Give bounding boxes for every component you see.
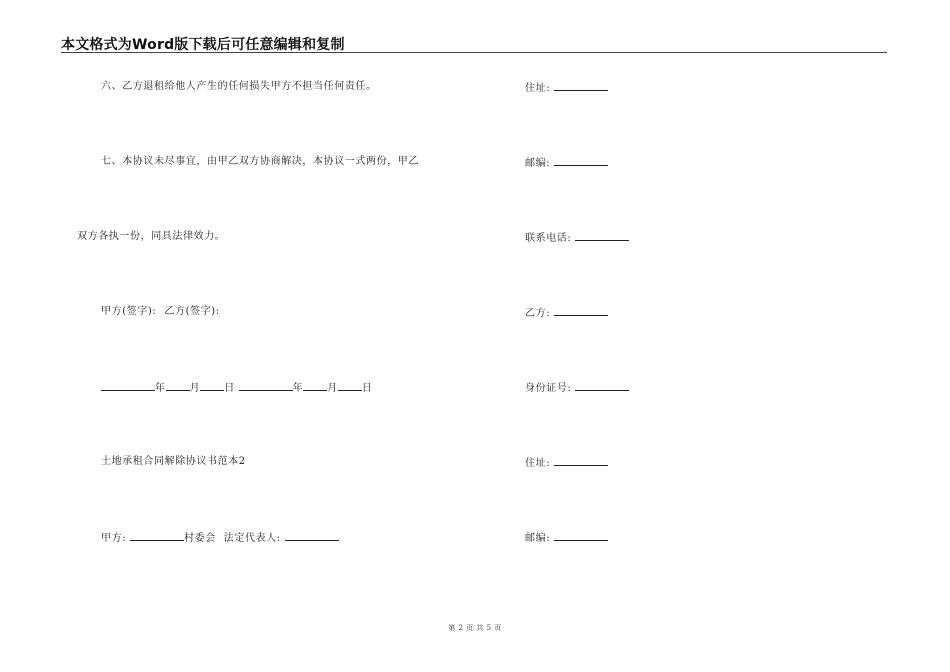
party-b-month-blank — [303, 380, 327, 391]
month-label: 月 — [189, 383, 201, 394]
clause-six: 六、乙方退租给他人产生的任何损失甲方不担当任何责任。 — [101, 81, 377, 92]
party-a-label: 甲方: — [101, 533, 127, 544]
year-label-2: 年 — [292, 383, 304, 394]
village-committee-label: 村委会 — [183, 533, 216, 544]
day-label-2: 日 — [361, 383, 373, 394]
signature-row — [101, 305, 220, 319]
address-row-2 — [525, 455, 608, 471]
village-name-blank — [130, 530, 184, 541]
postcode-blank — [554, 155, 608, 166]
day-label: 日 — [224, 383, 235, 394]
document-header-title: 本文格式为Word版下载后可任意编辑和复制 — [61, 37, 345, 53]
postcode-blank-2 — [554, 530, 608, 541]
month-label-2: 月 — [327, 383, 338, 394]
phone-row — [525, 230, 629, 246]
party-b-signature-label: 乙方(签字): — [164, 306, 220, 317]
address-label-2: 住址: — [525, 458, 551, 469]
id-number-label: 身份证号: — [525, 383, 572, 394]
page-number-footer: 第 2 页 共 5 页 — [448, 624, 502, 632]
phone-label: 联系电话: — [525, 233, 572, 244]
section-title: 土地承租合同解除协议书范本2 — [101, 456, 246, 467]
party-b-row — [525, 305, 608, 321]
legal-rep-blank — [285, 530, 339, 541]
address-label: 住址: — [525, 83, 551, 94]
party-b-blank — [554, 305, 608, 316]
party-b-label: 乙方: — [525, 308, 551, 319]
postcode-label-2: 邮编: — [525, 533, 551, 544]
year-label: 年 — [155, 383, 166, 394]
phone-blank — [575, 230, 629, 241]
id-number-blank — [575, 380, 629, 391]
address-blank — [554, 80, 608, 91]
party-b-day-blank — [338, 380, 362, 391]
address-row — [525, 80, 608, 96]
postcode-row — [525, 155, 608, 171]
header-divider — [61, 52, 887, 53]
postcode-label: 邮编: — [525, 158, 551, 169]
party-a-row — [101, 530, 339, 546]
date-row — [101, 380, 372, 396]
party-a-signature-label: 甲方(签字): — [101, 306, 157, 317]
address-blank-2 — [554, 455, 608, 466]
postcode-row-2 — [525, 530, 608, 546]
clause-seven-line-2: 双方各执一份，同具法律效力。 — [77, 231, 226, 242]
party-a-day-blank — [200, 380, 224, 391]
legal-rep-label: 法定代表人: — [223, 533, 281, 544]
clause-seven-line-1: 七、本协议未尽事宜，由甲乙双方协商解决，本协议一式两份，甲乙 — [101, 156, 419, 167]
party-a-month-blank — [166, 380, 190, 391]
party-b-year-blank — [239, 380, 293, 391]
id-number-row — [525, 380, 629, 396]
party-a-year-blank — [101, 380, 155, 391]
